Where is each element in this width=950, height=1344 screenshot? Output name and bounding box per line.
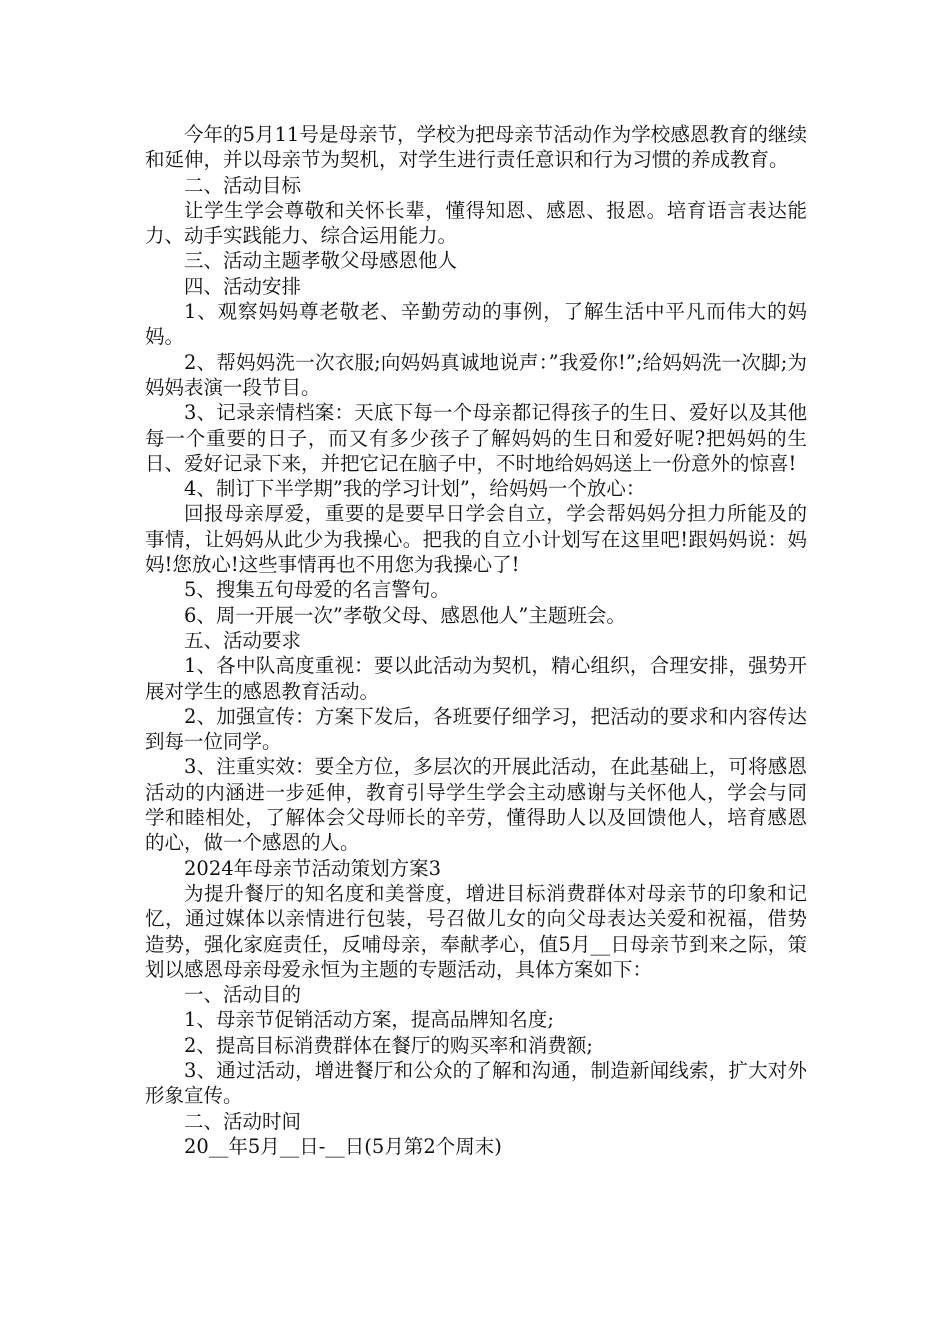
paragraph-activity-time: 20__年5月__日-__日(5月第2个周末) bbox=[184, 1134, 502, 1158]
paragraph-self-reliance: 回报母亲厚爱，重要的是要早日学会自立，学会帮妈妈分担力所能及的事情，让妈妈从此少为我操心。把我的自立小计划写在这里吧!跟妈妈说：妈妈!您放心!这些事情再也不用您为我操心了! bbox=[145, 502, 807, 577]
list-item-arrangement-1: 1、观察妈妈尊老敬老、辛勤劳动的事例，了解生活中平凡而伟大的妈妈。 bbox=[145, 300, 807, 349]
paragraph-intro: 今年的5月11号是母亲节，学校为把母亲节活动作为学校感恩教育的继续和延伸，并以母亲节为契机，对学生进行责任意识和行为习惯的养成教育。 bbox=[145, 123, 807, 172]
heading-activity-time: 二、活动时间 bbox=[184, 1109, 302, 1133]
paragraph-goal: 让学生学会尊敬和关怀长辈，懂得知恩、感恩、报恩。培育语言表达能力、动手实践能力、综合运用能力。 bbox=[145, 198, 807, 248]
list-item-arrangement-3: 3、记录亲情档案：天底下每一个母亲都记得孩子的生日、爱好以及其他每一个重要的日子，而又有多少孩子了解妈妈的生日和爱好呢?把妈妈的生日、爱好记录下来，并把它记在脑子中，不时地给妈妈送上一份意外的惊喜! bbox=[145, 401, 807, 475]
list-item-purpose-3: 3、通过活动，增进餐厅和公众的了解和沟通，制造新闻线索，扩大对外形象宣传。 bbox=[145, 1058, 807, 1108]
heading-activity-goal: 二、活动目标 bbox=[184, 173, 302, 197]
list-item-requirement-1: 1、各中队高度重视：要以此活动为契机，精心组织，合理安排，强势开展对学生的感恩教育活动。 bbox=[145, 654, 807, 703]
heading-plan-3: 2024年母亲节活动策划方案3 bbox=[184, 856, 442, 880]
paragraph-plan-3-intro: 为提升餐厅的知名度和美誉度，增进目标消费群体对母亲节的印象和记忆，通过媒体以亲情进行包装，号召做儿女的向父母表达关爱和祝福，借势造势，强化家庭责任，反哺母亲，奉献孝心，值5月__日母亲节到来之际，策划以感恩母亲母爱永恒为主题的专题活动，具体方案如下： bbox=[145, 881, 807, 981]
list-item-purpose-2: 2、提高目标消费群体在餐厅的购买率和消费额; bbox=[184, 1033, 593, 1057]
list-item-arrangement-2: 2、帮妈妈洗一次衣服;向妈妈真诚地说声：”我爱你!”;给妈妈洗一次脚;为妈妈表演一段节目。 bbox=[145, 350, 807, 399]
list-item-arrangement-4: 4、制订下半学期”我的学习计划”，给妈妈一个放心： bbox=[184, 477, 646, 501]
heading-activity-theme: 三、活动主题孝敬父母感恩他人 bbox=[184, 249, 458, 273]
document-body bbox=[145, 122, 807, 1159]
list-item-purpose-1: 1、母亲节促销活动方案，提高品牌知名度; bbox=[184, 1008, 554, 1032]
heading-activity-requirements: 五、活动要求 bbox=[184, 628, 302, 652]
list-item-requirement-3: 3、注重实效：要全方位，多层次的开展此活动，在此基础上，可将感恩活动的内涵进一步延伸，教育引导学生学会主动感谢与关怀他人，学会与同学和睦相处，了解体会父母师长的辛劳，懂得助人以及回馈他人，培育感恩的心，做一个感恩的人。 bbox=[145, 755, 807, 855]
heading-activity-purpose: 一、活动目的 bbox=[184, 983, 302, 1007]
list-item-arrangement-6: 6、周一开展一次”孝敬父母、感恩他人”主题班会。 bbox=[184, 603, 626, 627]
list-item-requirement-2: 2、加强宣传：方案下发后，各班要仔细学习，把活动的要求和内容传达到每一位同学。 bbox=[145, 704, 807, 754]
heading-activity-arrangement: 四、活动安排 bbox=[184, 274, 302, 298]
list-item-arrangement-5: 5、搜集五句母爱的名言警句。 bbox=[184, 578, 450, 602]
